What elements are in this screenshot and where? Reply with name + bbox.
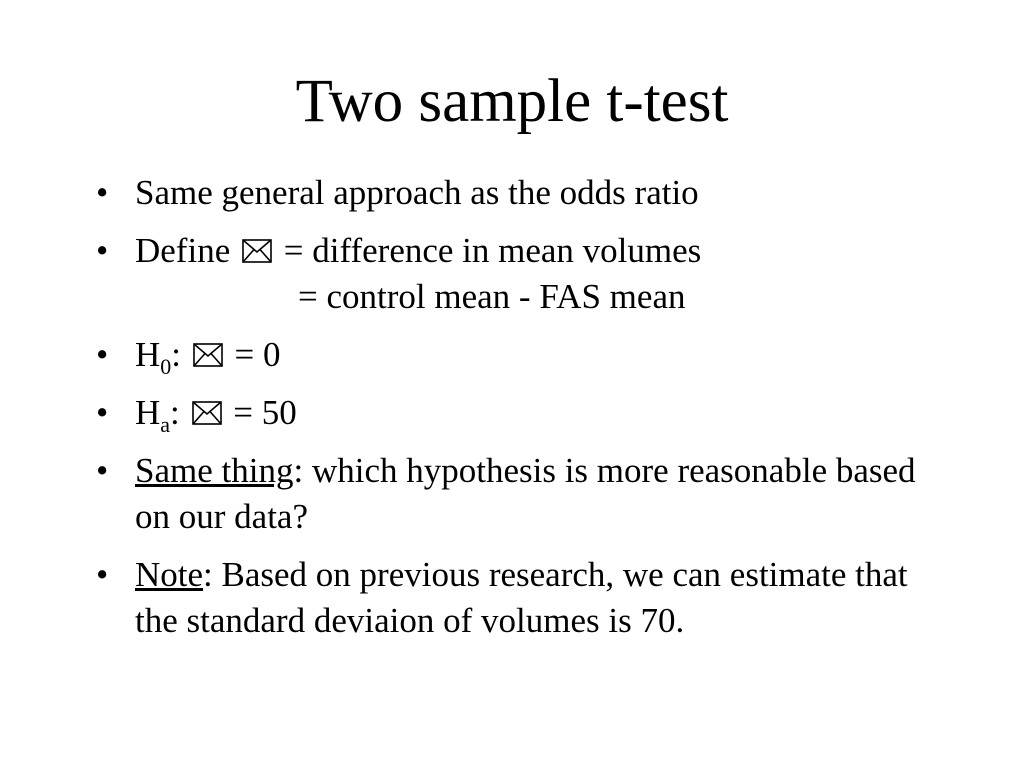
bullet-item — [96, 170, 946, 216]
bullet-marker: • — [96, 335, 109, 374]
bullet-marker: • — [96, 393, 109, 432]
bullet-continuation: = control mean - FAS mean — [298, 277, 686, 316]
bullet-text: = 50 — [233, 393, 297, 432]
bullet-text: = difference in mean volumes — [283, 231, 702, 270]
hypothesis-symbol: H — [135, 335, 161, 374]
bullet-label: Same thing — [135, 451, 294, 490]
bullet-list — [96, 170, 946, 656]
hypothesis-symbol: H — [135, 393, 161, 432]
bullet-marker: • — [96, 173, 109, 212]
bullet-item — [96, 552, 946, 644]
bullet-item — [96, 448, 946, 540]
bullet-text: = 0 — [234, 335, 281, 374]
envelope-icon — [193, 343, 223, 367]
bullet-marker: • — [96, 451, 109, 490]
bullet-text: : which hypothesis is more reasonable based on our data? — [135, 451, 916, 536]
bullet-marker: • — [96, 231, 109, 270]
bullet-lead: Define — [135, 231, 231, 270]
bullet-label: Note — [135, 555, 204, 594]
hypothesis-subscript: a — [160, 412, 171, 437]
slide-title: Two sample t-test — [295, 68, 729, 135]
hypothesis-subscript: 0 — [160, 354, 172, 379]
bullet-item — [96, 390, 946, 436]
colon: : — [171, 335, 182, 374]
bullet-item — [96, 332, 946, 378]
bullet-item — [96, 228, 946, 320]
colon: : — [170, 393, 180, 432]
bullet-text: : Based on previous research, we can estimate that the standard deviaion of volumes is 70. — [135, 555, 908, 640]
bullet-marker: • — [96, 555, 109, 594]
envelope-icon — [192, 401, 222, 425]
envelope-icon — [242, 239, 272, 263]
bullet-text: Same general approach as the odds ratio — [135, 173, 699, 212]
